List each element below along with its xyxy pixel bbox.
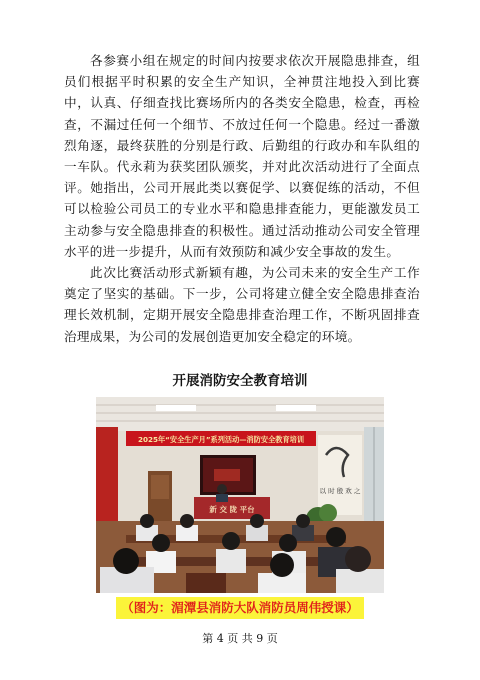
photo-caption: （图为：湄潭县消防大队消防员周伟授课） (116, 597, 364, 619)
table-sign-text: 新 交 陇 平台 (209, 505, 255, 514)
training-photo (96, 397, 384, 593)
section-heading: 开展消防安全教育培训 (172, 373, 308, 389)
page-number: 第 4 页 共 9 页 (202, 632, 278, 645)
body-paragraph-2: 此次比赛活动形式新颖有趣，为公司未来的安全生产工作奠定了坚实的基础。下一步，公司将建立健全安全隐患排查治理长效机制，定期开展安全隐患排查治理工作，不断巩固排查治理成果，为公司的发展创造更加安全稳定的环境。 (64, 265, 420, 344)
banner-text: 2025年“安全生产月”系列活动—消防安全教育培训 (137, 435, 305, 444)
wall-calligraphy: 以 时 殷 欢 之 (319, 487, 361, 495)
body-paragraph-1: 各参赛小组在规定的时间内按要求依次开展隐患排查，组员们根据平时积累的安全生产知识，全神贯注地投入到比赛中，认真、仔细查找比赛场所内的各类安全隐患，检查，再检查，不漏过任何一个细节、不放过任何一个隐患。经过一番激烈角逐，最终获胜的分别是行政、后勤组的行政办和车队组的一车队。代永莉为获奖团队颁奖，并对此次活动进行了全面点评。她指出，公司开展此类以赛促学、以赛促练的活动，不但可以检验公司员工的专业水平和隐患排查能力，更能激发员工主动参与安全隐患排查的积极性。通过活动推动公司安全管理水平的进一步提升，从而有效预防和减少安全事故的发生。 (64, 53, 420, 259)
